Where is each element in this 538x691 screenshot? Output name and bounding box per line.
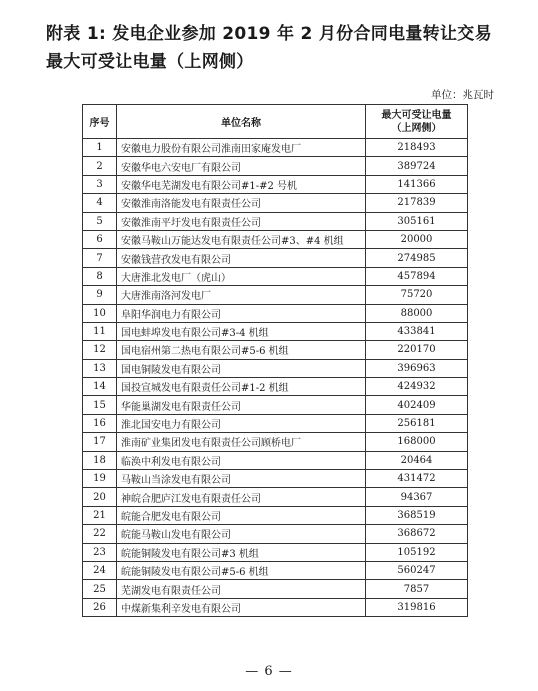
- max-transfer-cell: 94367: [366, 488, 468, 506]
- unit-name-cell: 国投宣城发电有限责任公司#1-2 机组: [117, 378, 366, 396]
- max-transfer-cell: 457894: [366, 267, 468, 285]
- max-transfer-cell: 20464: [366, 451, 468, 469]
- table-row: [83, 212, 468, 230]
- serial-no-cell: 18: [83, 451, 117, 469]
- serial-no-cell: 11: [83, 322, 117, 340]
- table-row: [83, 341, 468, 359]
- header-max-transfer: [366, 105, 468, 139]
- serial-no-cell: 3: [83, 175, 117, 193]
- table-row: [83, 396, 468, 414]
- unit-name-cell: 皖能马鞍山发电有限公司: [117, 525, 366, 543]
- serial-no-cell: 2: [83, 157, 117, 175]
- serial-no-cell: 8: [83, 267, 117, 285]
- unit-name-cell: 皖能铜陵发电有限公司#5-6 机组: [117, 561, 366, 579]
- unit-name-cell: 大唐淮南洛河发电厂: [117, 286, 366, 304]
- max-transfer-cell: 368519: [366, 506, 468, 524]
- unit-name-cell: 国电宿州第二热电有限公司#5-6 机组: [117, 341, 366, 359]
- max-transfer-cell: 305161: [366, 212, 468, 230]
- unit-name-cell: 安徽马鞍山万能达发电有限责任公司#3、#4 机组: [117, 230, 366, 248]
- table-row: [83, 488, 468, 506]
- table-row: [83, 378, 468, 396]
- max-transfer-cell: 402409: [366, 396, 468, 414]
- max-transfer-cell: 168000: [366, 433, 468, 451]
- unit-name-cell: 皖能铜陵发电有限公司#3 机组: [117, 543, 366, 561]
- table-header-row: [83, 105, 468, 139]
- max-transfer-cell: 20000: [366, 230, 468, 248]
- unit-name-cell: 安徽华电六安电厂有限公司: [117, 157, 366, 175]
- serial-no-cell: 4: [83, 194, 117, 212]
- unit-name-cell: 国电铜陵发电有限公司: [117, 359, 366, 377]
- serial-no-cell: 25: [83, 580, 117, 598]
- max-transfer-cell: 217839: [366, 194, 468, 212]
- unit-name-cell: 安徽淮南洛能发电有限责任公司: [117, 194, 366, 212]
- serial-no-cell: 15: [83, 396, 117, 414]
- unit-name-cell: 安徽电力股份有限公司淮南田家庵发电厂: [117, 139, 366, 157]
- table-row: [83, 175, 468, 193]
- max-transfer-cell: 424932: [366, 378, 468, 396]
- document-title: 附表 1: 发电企业参加 2019 年 2 月份合同电量转让交易最大可受让电量（上网侧）: [46, 24, 492, 72]
- table-row: [83, 194, 468, 212]
- max-transfer-cell: 433841: [366, 322, 468, 340]
- table-row: [83, 139, 468, 157]
- table-row: [83, 598, 468, 616]
- serial-no-cell: 17: [83, 433, 117, 451]
- serial-no-cell: 16: [83, 414, 117, 432]
- serial-no-cell: 26: [83, 598, 117, 616]
- unit-name-cell: 皖能合肥发电有限公司: [117, 506, 366, 524]
- max-transfer-cell: 218493: [366, 139, 468, 157]
- header-unit-name: 单位名称: [117, 105, 366, 139]
- unit-name-cell: 国电蚌埠发电有限公司#3-4 机组: [117, 322, 366, 340]
- table-row: [83, 470, 468, 488]
- serial-no-cell: 19: [83, 470, 117, 488]
- max-transfer-cell: 560247: [366, 561, 468, 579]
- serial-no-cell: 6: [83, 230, 117, 248]
- table-row: [83, 543, 468, 561]
- unit-name-cell: 大唐淮北发电厂（虎山）: [117, 267, 366, 285]
- table-row: [83, 451, 468, 469]
- unit-name-cell: 神皖合肥庐江发电有限责任公司: [117, 488, 366, 506]
- serial-no-cell: 22: [83, 525, 117, 543]
- serial-no-cell: 9: [83, 286, 117, 304]
- max-transfer-cell: 431472: [366, 470, 468, 488]
- serial-no-cell: 1: [83, 139, 117, 157]
- max-transfer-cell: 7857: [366, 580, 468, 598]
- table-row: [83, 580, 468, 598]
- table-row: [83, 230, 468, 248]
- table-row: [83, 525, 468, 543]
- serial-no-cell: 20: [83, 488, 117, 506]
- table-row: [83, 286, 468, 304]
- unit-name-cell: 安徽钱营孜发电有限公司: [117, 249, 366, 267]
- transfer-table: [82, 104, 468, 617]
- max-transfer-cell: 396963: [366, 359, 468, 377]
- max-transfer-cell: 105192: [366, 543, 468, 561]
- max-transfer-cell: 319816: [366, 598, 468, 616]
- unit-name-cell: 华能巢湖发电有限责任公司: [117, 396, 366, 414]
- serial-no-cell: 21: [83, 506, 117, 524]
- max-transfer-cell: 256181: [366, 414, 468, 432]
- serial-no-cell: 5: [83, 212, 117, 230]
- table-row: [83, 157, 468, 175]
- table-row: [83, 506, 468, 524]
- max-transfer-cell: 220170: [366, 341, 468, 359]
- table-body: [83, 139, 468, 617]
- unit-name-cell: 安徽淮南平圩发电有限责任公司: [117, 212, 366, 230]
- page-number: — 6 —: [245, 664, 293, 679]
- table-row: [83, 249, 468, 267]
- serial-no-cell: 7: [83, 249, 117, 267]
- table-row: [83, 359, 468, 377]
- unit-label: 单位：兆瓦时: [431, 89, 494, 101]
- unit-name-cell: 芜湖发电有限责任公司: [117, 580, 366, 598]
- serial-no-cell: 23: [83, 543, 117, 561]
- table-row: [83, 414, 468, 432]
- header-serial-no: 序号: [83, 105, 117, 139]
- serial-no-cell: 12: [83, 341, 117, 359]
- table-row: [83, 267, 468, 285]
- serial-no-cell: 13: [83, 359, 117, 377]
- unit-name-cell: 临涣中利发电有限公司: [117, 451, 366, 469]
- max-transfer-cell: 368672: [366, 525, 468, 543]
- header-max-transfer-line2: （上网侧）: [391, 122, 442, 134]
- max-transfer-cell: 389724: [366, 157, 468, 175]
- table-row: [83, 322, 468, 340]
- max-transfer-cell: 75720: [366, 286, 468, 304]
- max-transfer-cell: 141366: [366, 175, 468, 193]
- serial-no-cell: 14: [83, 378, 117, 396]
- max-transfer-cell: 88000: [366, 304, 468, 322]
- table-row: [83, 561, 468, 579]
- unit-name-cell: 阜阳华润电力有限公司: [117, 304, 366, 322]
- unit-name-cell: 淮南矿业集团发电有限责任公司顾桥电厂: [117, 433, 366, 451]
- unit-name-cell: 淮北国安电力有限公司: [117, 414, 366, 432]
- serial-no-cell: 10: [83, 304, 117, 322]
- serial-no-cell: 24: [83, 561, 117, 579]
- max-transfer-cell: 274985: [366, 249, 468, 267]
- unit-name-cell: 安徽华电芜湖发电有限公司#1-#2 号机: [117, 175, 366, 193]
- unit-name-cell: 中煤新集利辛发电有限公司: [117, 598, 366, 616]
- table-row: [83, 304, 468, 322]
- header-max-transfer-line1: 最大可受让电量: [381, 109, 452, 121]
- unit-name-cell: 马鞍山当涂发电有限公司: [117, 470, 366, 488]
- table-row: [83, 433, 468, 451]
